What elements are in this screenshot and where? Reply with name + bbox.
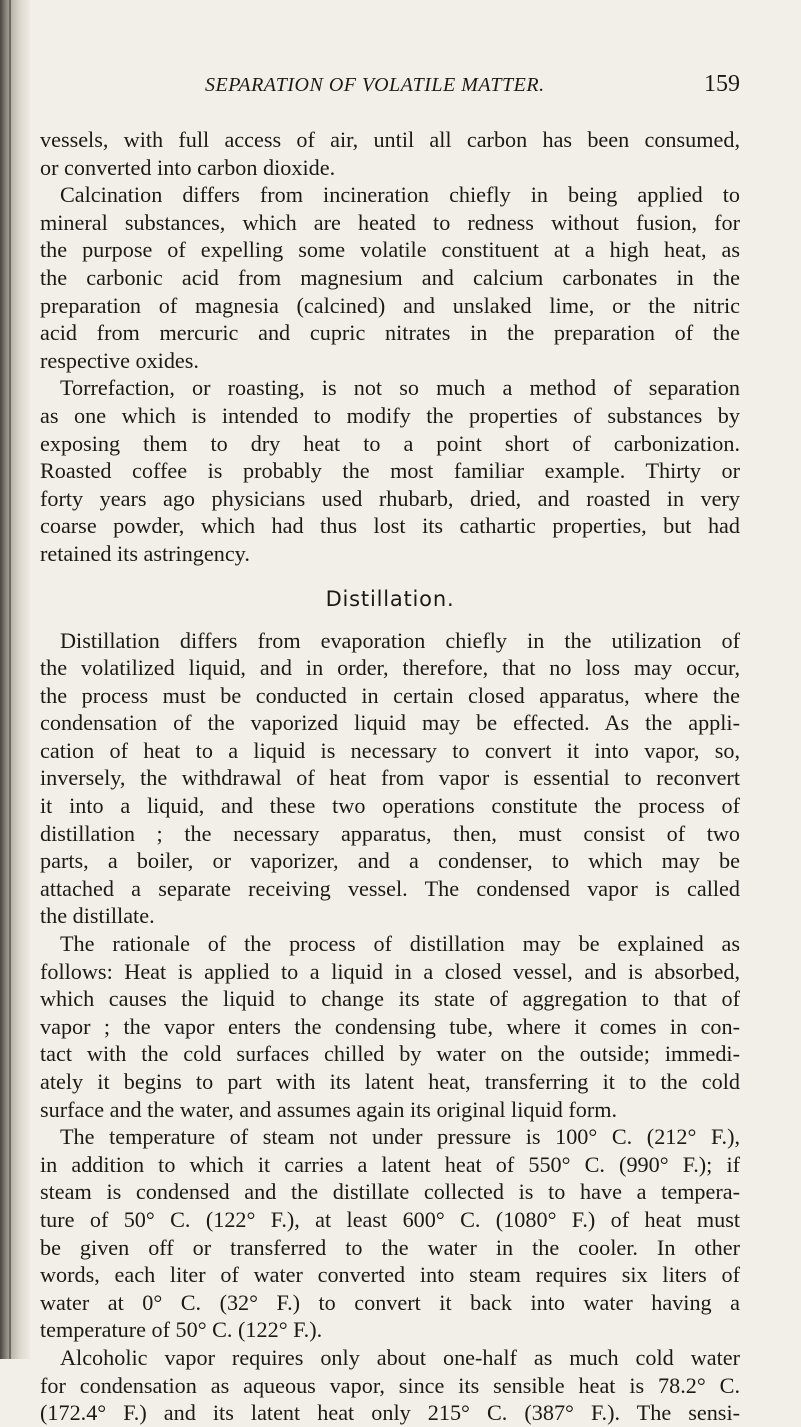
text-line: as one which is intended to modify the properties of substances by: [40, 402, 740, 428]
text-line: tact with the cold surfaces chilled by water on the outside; immedi-: [40, 1041, 740, 1067]
text-line: exposing them to dry heat to a point short of carbonization.: [40, 430, 740, 456]
text-line: forty years ago physicians used rhubarb, dried, and roasted in very: [40, 485, 740, 511]
paragraph: [40, 627, 740, 931]
text-line: vapor ; the vapor enters the condensing tube, where it comes in con-: [40, 1013, 740, 1039]
text-line: the purpose of expelling some volatile constituent at a high heat, as: [40, 237, 740, 263]
binding-edge: [9, 0, 11, 1359]
text-line: Alcoholic vapor requires only about one-half as much cold water: [60, 1344, 740, 1370]
text-line: the process must be conducted in certain closed apparatus, where the: [40, 682, 740, 708]
text-line: in addition to which it carries a latent heat of 550° C. (990° F.); if: [40, 1151, 740, 1177]
text-line: ture of 50° C. (122° F.), at least 600° C. (1080° F.) of heat must: [40, 1206, 740, 1232]
text-line: Calcination differs from incineration chiefly in being applied to: [60, 182, 740, 208]
book-spine-shadow: [0, 0, 30, 1359]
body-text: [40, 126, 740, 1427]
text-line: inversely, the withdrawal of heat from vapor is essential to reconvert: [40, 765, 740, 791]
text-line: vessels, with full access of air, until all carbon has been consumed,: [40, 127, 740, 152]
text-line: words, each liter of water converted into steam requires six liters of: [40, 1262, 740, 1288]
text-line: respective oxides.: [40, 347, 199, 373]
page-number: 159: [704, 71, 740, 97]
text-line: for condensation as aqueous vapor, since its sensible heat is 78.2° C.: [40, 1372, 740, 1398]
text-line: the carbonic acid from magnesium and calcium carbonates in the: [40, 264, 740, 290]
text-line: The temperature of steam not under pressure is 100° C. (212° F.),: [60, 1124, 740, 1150]
text-line: condensation of the vaporized liquid may be effected. As the appli-: [40, 710, 740, 736]
paragraph: [40, 1123, 740, 1344]
text-line: coarse powder, which had thus lost its cathartic properties, but had: [40, 513, 740, 539]
section-heading: Distillation.: [325, 586, 455, 611]
text-line: retained its astringency.: [40, 540, 250, 566]
text-line: Distillation differs from evaporation chiefly in the utilization of: [60, 627, 740, 653]
text-line: or converted into carbon dioxide.: [40, 154, 336, 180]
text-line: Torrefaction, or roasting, is not so much a method of separation: [60, 375, 740, 401]
text-line: distillation ; the necessary apparatus, then, must consist of two: [40, 820, 740, 846]
book-page: [40, 70, 740, 1426]
paragraph: [40, 374, 740, 567]
text-line: cation of heat to a liquid is necessary to convert it into vapor, so,: [40, 737, 740, 763]
text-line: the distillate.: [40, 903, 155, 929]
text-line: preparation of magnesia (calcined) and unslaked lime, or the nitric: [40, 292, 740, 318]
text-line: (172.4° F.) and its latent heat only 215° C. (387° F.). The sensi-: [40, 1400, 740, 1426]
text-line: be given off or transferred to the water in the cooler. In other: [40, 1234, 740, 1260]
text-line: attached a separate receiving vessel. The condensed vapor is called: [40, 875, 740, 901]
text-line: mineral substances, which are heated to redness without fusion, for: [40, 209, 740, 235]
paragraph: [40, 1344, 740, 1427]
running-head: [40, 70, 740, 110]
text-line: Roasted coffee is probably the most familiar example. Thirty or: [40, 458, 740, 484]
paragraph: [40, 181, 740, 374]
text-line: it into a liquid, and these two operations constitute the process of: [40, 793, 740, 819]
paragraph: [40, 126, 740, 181]
text-line: steam is condensed and the distillate collected is to have a tempera-: [40, 1179, 740, 1205]
text-line: surface and the water, and assumes again its original liquid form.: [40, 1096, 618, 1122]
text-line: acid from mercuric and cupric nitrates in the preparation of the: [40, 320, 740, 346]
text-line: parts, a boiler, or vaporizer, and a condenser, to which may be: [40, 848, 740, 874]
text-line: The rationale of the process of distillation may be explained as: [60, 931, 740, 957]
paragraph: [40, 930, 740, 1123]
text-line: follows: Heat is applied to a liquid in a closed vessel, and is absorbed,: [40, 958, 740, 984]
text-line: temperature of 50° C. (122° F.).: [40, 1317, 323, 1343]
text-line: the volatilized liquid, and in order, therefore, that no loss may occur,: [40, 655, 740, 681]
text-line: ately it begins to part with its latent heat, transferring it to the cold: [40, 1069, 740, 1094]
running-title: SEPARATION OF VOLATILE MATTER.: [205, 74, 545, 96]
text-line: water at 0° C. (32° F.) to convert it back into water having a: [40, 1289, 740, 1315]
text-line: which causes the liquid to change its state of aggregation to that of: [40, 986, 740, 1012]
